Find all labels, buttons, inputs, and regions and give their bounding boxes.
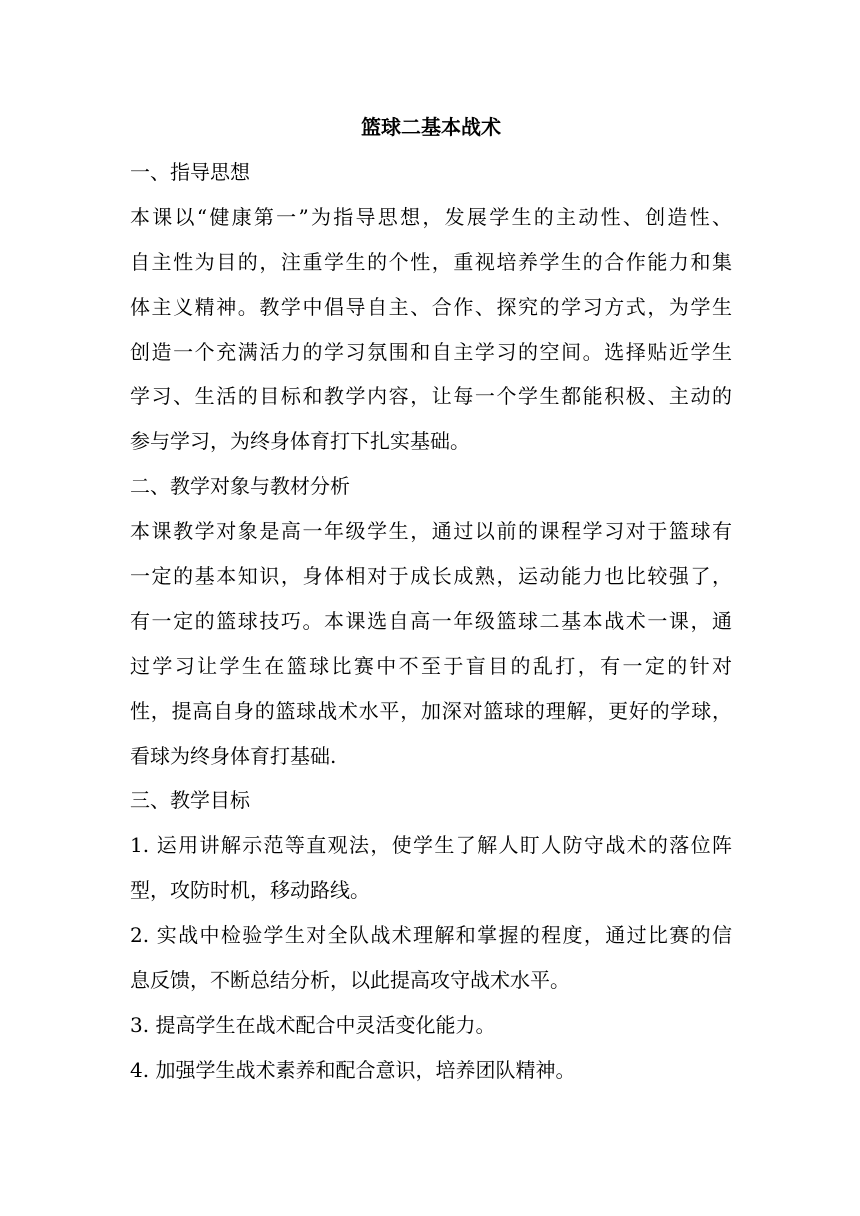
body-text-line: 学习、生活的目标和教学内容，让每一个学生都能积极、主动的 <box>130 384 732 409</box>
body-text-line: 有一定的篮球技巧。本课选自高一年级篮球二基本战术一课，通 <box>130 608 732 633</box>
body-text-line: 自主性为目的，注重学生的个性，重视培养学生的合作能力和集 <box>130 249 732 274</box>
document-page <box>130 104 732 1093</box>
body-text-line: 1. 运用讲解示范等直观法，使学生了解人盯人防守战术的落位阵 <box>130 833 732 858</box>
body-text-line: 本课教学对象是高一年级学生，通过以前的课程学习对于篮球有 <box>130 519 732 544</box>
body-text-line: 看球为终身体育打基础. <box>130 743 337 768</box>
body-text-line: 参与学习，为终身体育打下扎实基础。 <box>130 429 470 454</box>
body-text-line: 型，攻防时机，移动路线。 <box>130 878 370 903</box>
body-text-line: 4. 加强学生战术素养和配合意识，培养团队精神。 <box>130 1057 576 1082</box>
document-body <box>130 150 732 1093</box>
body-text-line: 体主义精神。教学中倡导自主、合作、探究的学习方式，为学生 <box>130 294 732 319</box>
document-title: 篮球二基本战术 <box>361 115 501 139</box>
section-heading: 一、指导思想 <box>130 160 250 184</box>
body-text-line: 3. 提高学生在战术配合中灵活变化能力。 <box>130 1012 496 1037</box>
body-text-line: 一定的基本知识，身体相对于成长成熟，运动能力也比较强了， <box>130 564 732 589</box>
body-text-line: 创造一个充满活力的学习氛围和自主学习的空间。选择贴近学生 <box>130 339 732 364</box>
body-text-line: 息反馈，不断总结分析，以此提高攻守战术水平。 <box>130 968 570 993</box>
section-heading: 三、教学目标 <box>130 788 250 813</box>
body-text-line: 性，提高自身的篮球战术水平，加深对篮球的理解，更好的学球， <box>130 698 732 723</box>
body-text-line: 2. 实战中检验学生对全队战术理解和掌握的程度，通过比赛的信 <box>130 923 732 948</box>
body-text-line: 过学习让学生在篮球比赛中不至于盲目的乱打，有一定的针对 <box>130 653 732 678</box>
section-heading: 二、教学对象与教材分析 <box>130 474 350 499</box>
body-text-line: 本课以“健康第一”为指导思想，发展学生的主动性、创造性、 <box>130 204 732 229</box>
